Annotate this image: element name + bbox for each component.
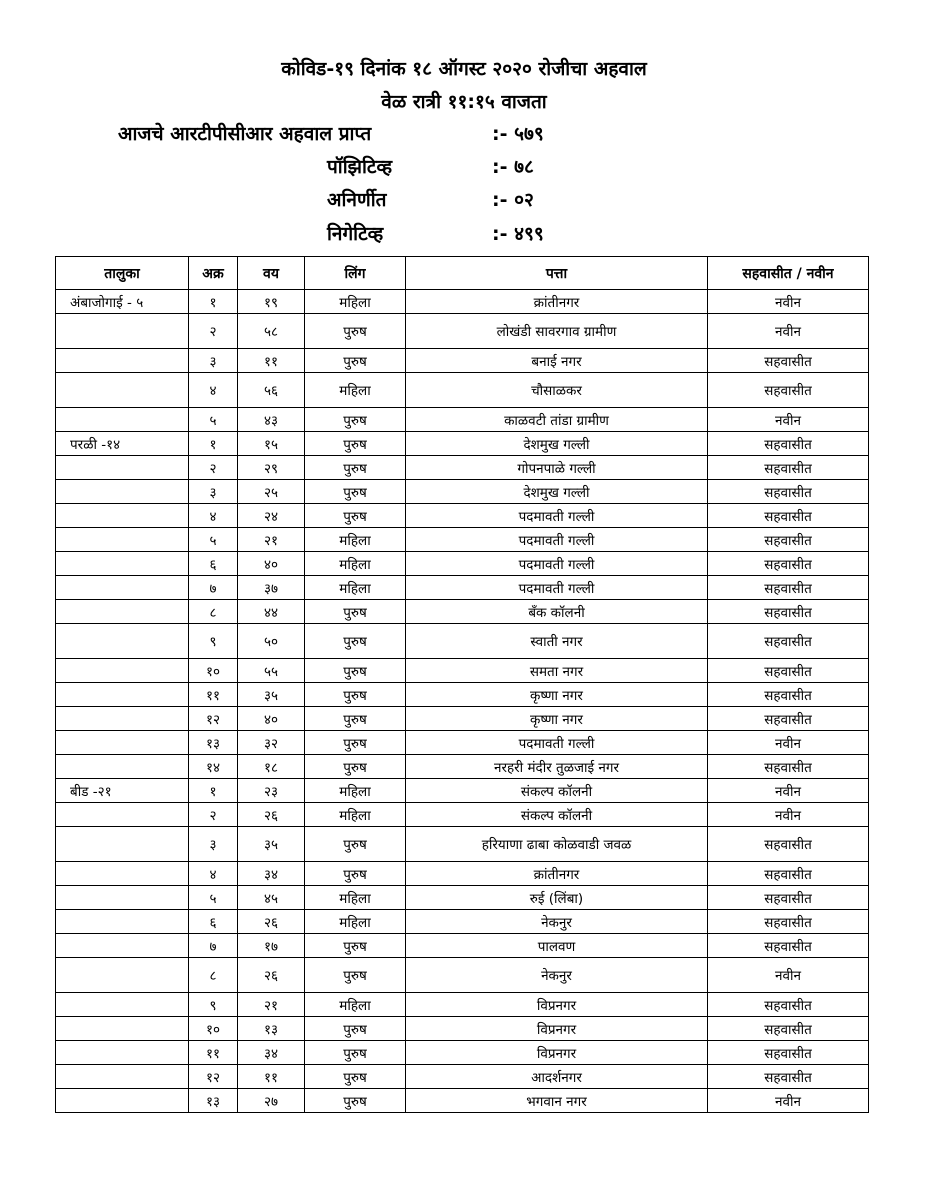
serial-no-cell: २: [189, 803, 238, 827]
age-cell: ४०: [238, 707, 305, 731]
age-cell: ५६: [238, 373, 305, 408]
address-cell: रुई (लिंबा): [406, 886, 708, 910]
address-cell: स्वाती नगर: [406, 624, 708, 659]
serial-no-cell: १४: [189, 755, 238, 779]
taluka-cell: [56, 659, 189, 683]
age-cell: ३२: [238, 731, 305, 755]
status-cell: सहवासीत: [708, 552, 869, 576]
status-cell: सहवासीत: [708, 886, 869, 910]
serial-no-cell: ८: [189, 600, 238, 624]
taluka-cell: [56, 827, 189, 862]
age-cell: २६: [238, 958, 305, 993]
serial-no-cell: १: [189, 432, 238, 456]
taluka-cell: [56, 862, 189, 886]
status-cell: सहवासीत: [708, 827, 869, 862]
age-cell: १३: [238, 1017, 305, 1041]
age-cell: २५: [238, 480, 305, 504]
taluka-cell: [56, 480, 189, 504]
address-cell: पदमावती गल्ली: [406, 731, 708, 755]
status-cell: सहवासीत: [708, 432, 869, 456]
status-cell: सहवासीत: [708, 456, 869, 480]
table-row: [56, 862, 869, 886]
gender-cell: पुरुष: [305, 827, 406, 862]
address-cell: देशमुख गल्ली: [406, 432, 708, 456]
taluka-cell: [56, 910, 189, 934]
table-row: [56, 480, 869, 504]
serial-no-cell: ३: [189, 349, 238, 373]
status-cell: सहवासीत: [708, 659, 869, 683]
table-row: [56, 456, 869, 480]
status-cell: सहवासीत: [708, 862, 869, 886]
address-cell: भगवान नगर: [406, 1089, 708, 1113]
header-age: वय: [238, 257, 305, 290]
serial-no-cell: १: [189, 290, 238, 314]
gender-cell: पुरुष: [305, 659, 406, 683]
status-cell: सहवासीत: [708, 993, 869, 1017]
table-row: [56, 624, 869, 659]
status-cell: नवीन: [708, 1089, 869, 1113]
status-cell: नवीन: [708, 314, 869, 349]
gender-cell: पुरुष: [305, 1065, 406, 1089]
taluka-cell: [56, 576, 189, 600]
status-cell: सहवासीत: [708, 1041, 869, 1065]
status-cell: सहवासीत: [708, 707, 869, 731]
age-cell: ४५: [238, 886, 305, 910]
gender-cell: पुरुष: [305, 456, 406, 480]
age-cell: ३५: [238, 827, 305, 862]
rtpcr-received-value: :- ५७९: [492, 123, 544, 145]
address-cell: संकल्प कॉलनी: [406, 779, 708, 803]
table-row: [56, 683, 869, 707]
age-cell: २९: [238, 456, 305, 480]
gender-cell: पुरुष: [305, 314, 406, 349]
serial-no-cell: ५: [189, 528, 238, 552]
table-row: [56, 707, 869, 731]
serial-no-cell: ८: [189, 958, 238, 993]
status-cell: सहवासीत: [708, 934, 869, 958]
table-row: [56, 314, 869, 349]
serial-no-cell: १३: [189, 731, 238, 755]
age-cell: ३७: [238, 576, 305, 600]
serial-no-cell: ९: [189, 624, 238, 659]
address-cell: पदमावती गल्ली: [406, 576, 708, 600]
table-row: [56, 432, 869, 456]
address-cell: संकल्प कॉलनी: [406, 803, 708, 827]
age-cell: ३४: [238, 1041, 305, 1065]
age-cell: २३: [238, 779, 305, 803]
address-cell: बँक कॉलनी: [406, 600, 708, 624]
serial-no-cell: ५: [189, 886, 238, 910]
status-cell: नवीन: [708, 731, 869, 755]
address-cell: विप्रनगर: [406, 1017, 708, 1041]
gender-cell: पुरुष: [305, 862, 406, 886]
serial-no-cell: ४: [189, 504, 238, 528]
status-cell: सहवासीत: [708, 576, 869, 600]
address-cell: विप्रनगर: [406, 993, 708, 1017]
gender-cell: महिला: [305, 290, 406, 314]
address-cell: बनाई नगर: [406, 349, 708, 373]
status-cell: सहवासीत: [708, 349, 869, 373]
gender-cell: महिला: [305, 910, 406, 934]
gender-cell: पुरुष: [305, 480, 406, 504]
table-row: [56, 993, 869, 1017]
table-header-row: [56, 257, 869, 290]
age-cell: १८: [238, 755, 305, 779]
status-cell: नवीन: [708, 779, 869, 803]
age-cell: ३४: [238, 862, 305, 886]
serial-no-cell: ४: [189, 373, 238, 408]
gender-cell: पुरुष: [305, 934, 406, 958]
positive-value: :- ७८: [492, 156, 534, 178]
address-cell: देशमुख गल्ली: [406, 480, 708, 504]
status-cell: नवीन: [708, 290, 869, 314]
serial-no-cell: ११: [189, 1041, 238, 1065]
table-row: [56, 576, 869, 600]
gender-cell: पुरुष: [305, 707, 406, 731]
table-row: [56, 659, 869, 683]
taluka-cell: [56, 349, 189, 373]
taluka-cell: [56, 1017, 189, 1041]
header-address: पत्ता: [406, 257, 708, 290]
table-row: [56, 779, 869, 803]
age-cell: ११: [238, 349, 305, 373]
serial-no-cell: ३: [189, 480, 238, 504]
table-row: [56, 731, 869, 755]
negative-label: निगेटिव्ह: [327, 223, 384, 245]
header-taluka: तालुका: [56, 257, 189, 290]
address-cell: नरहरी मंदीर तुळजाई नगर: [406, 755, 708, 779]
gender-cell: पुरुष: [305, 683, 406, 707]
report-time: वेळ रात्री ११:१५ वाजता: [381, 91, 547, 113]
address-cell: समता नगर: [406, 659, 708, 683]
status-cell: सहवासीत: [708, 600, 869, 624]
age-cell: ११: [238, 1065, 305, 1089]
gender-cell: महिला: [305, 993, 406, 1017]
gender-cell: पुरुष: [305, 731, 406, 755]
gender-cell: पुरुष: [305, 1089, 406, 1113]
status-cell: सहवासीत: [708, 910, 869, 934]
taluka-cell: [56, 624, 189, 659]
status-cell: सहवासीत: [708, 1017, 869, 1041]
header-serial-no: अक्र: [189, 257, 238, 290]
address-cell: लोखंडी सावरगाव ग्रामीण: [406, 314, 708, 349]
status-cell: सहवासीत: [708, 755, 869, 779]
gender-cell: पुरुष: [305, 349, 406, 373]
taluka-cell: [56, 886, 189, 910]
table-row: [56, 408, 869, 432]
serial-no-cell: १०: [189, 1017, 238, 1041]
taluka-cell: [56, 993, 189, 1017]
gender-cell: पुरुष: [305, 432, 406, 456]
status-cell: सहवासीत: [708, 683, 869, 707]
age-cell: २१: [238, 993, 305, 1017]
table-row: [56, 1017, 869, 1041]
age-cell: ५५: [238, 659, 305, 683]
table-row: [56, 934, 869, 958]
gender-cell: पुरुष: [305, 408, 406, 432]
taluka-cell: [56, 707, 189, 731]
address-cell: क्रांतीनगर: [406, 862, 708, 886]
age-cell: २७: [238, 1089, 305, 1113]
age-cell: २६: [238, 803, 305, 827]
serial-no-cell: १०: [189, 659, 238, 683]
taluka-cell: अंबाजोगाई - ५: [56, 290, 189, 314]
age-cell: ५८: [238, 314, 305, 349]
address-cell: चौसाळकर: [406, 373, 708, 408]
table-row: [56, 910, 869, 934]
gender-cell: महिला: [305, 803, 406, 827]
serial-no-cell: २: [189, 456, 238, 480]
age-cell: १९: [238, 290, 305, 314]
taluka-cell: [56, 958, 189, 993]
address-cell: विप्रनगर: [406, 1041, 708, 1065]
serial-no-cell: १२: [189, 707, 238, 731]
age-cell: ४३: [238, 408, 305, 432]
rtpcr-received-label: आजचे आरटीपीसीआर अहवाल प्राप्त: [118, 123, 372, 145]
table-row: [56, 958, 869, 993]
table-row: [56, 528, 869, 552]
address-cell: नेकनुर: [406, 958, 708, 993]
gender-cell: महिला: [305, 779, 406, 803]
age-cell: ३५: [238, 683, 305, 707]
address-cell: कृष्णा नगर: [406, 683, 708, 707]
table-row: [56, 755, 869, 779]
taluka-cell: [56, 755, 189, 779]
serial-no-cell: ७: [189, 576, 238, 600]
age-cell: २१: [238, 528, 305, 552]
serial-no-cell: २: [189, 314, 238, 349]
gender-cell: पुरुष: [305, 958, 406, 993]
gender-cell: महिला: [305, 528, 406, 552]
address-cell: पालवण: [406, 934, 708, 958]
serial-no-cell: ९: [189, 993, 238, 1017]
address-cell: क्रांतीनगर: [406, 290, 708, 314]
taluka-cell: [56, 373, 189, 408]
status-cell: नवीन: [708, 803, 869, 827]
status-cell: सहवासीत: [708, 1065, 869, 1089]
cases-table: [55, 256, 869, 1113]
age-cell: ५०: [238, 624, 305, 659]
header-status: सहवासीत / नवीन: [708, 257, 869, 290]
table-row: [56, 1089, 869, 1113]
taluka-cell: [56, 683, 189, 707]
table-row: [56, 600, 869, 624]
serial-no-cell: ५: [189, 408, 238, 432]
taluka-cell: [56, 1089, 189, 1113]
address-cell: नेकनुर: [406, 910, 708, 934]
taluka-cell: [56, 1041, 189, 1065]
status-cell: सहवासीत: [708, 624, 869, 659]
taluka-cell: [56, 552, 189, 576]
status-cell: सहवासीत: [708, 528, 869, 552]
serial-no-cell: १: [189, 779, 238, 803]
table-row: [56, 349, 869, 373]
taluka-cell: [56, 803, 189, 827]
taluka-cell: [56, 456, 189, 480]
report-title: कोविड-१९ दिनांक १८ ऑगस्ट २०२० रोजीचा अहवाल: [281, 58, 647, 80]
table-row: [56, 886, 869, 910]
header-gender: लिंग: [305, 257, 406, 290]
status-cell: नवीन: [708, 958, 869, 993]
table-row: [56, 290, 869, 314]
age-cell: १५: [238, 432, 305, 456]
table-row: [56, 504, 869, 528]
address-cell: पदमावती गल्ली: [406, 504, 708, 528]
address-cell: हरियाणा ढाबा कोळवाडी जवळ: [406, 827, 708, 862]
taluka-cell: [56, 600, 189, 624]
age-cell: ४४: [238, 600, 305, 624]
status-cell: सहवासीत: [708, 504, 869, 528]
taluka-cell: [56, 731, 189, 755]
serial-no-cell: ४: [189, 862, 238, 886]
gender-cell: महिला: [305, 886, 406, 910]
positive-label: पॉझिटिव्ह: [327, 156, 393, 178]
gender-cell: महिला: [305, 576, 406, 600]
serial-no-cell: १२: [189, 1065, 238, 1089]
negative-value: :- ४९९: [492, 223, 544, 245]
status-cell: नवीन: [708, 408, 869, 432]
table-row: [56, 1065, 869, 1089]
gender-cell: महिला: [305, 373, 406, 408]
taluka-cell: [56, 528, 189, 552]
taluka-cell: [56, 504, 189, 528]
age-cell: २६: [238, 910, 305, 934]
address-cell: काळवटी तांडा ग्रामीण: [406, 408, 708, 432]
taluka-cell: परळी -१४: [56, 432, 189, 456]
table-row: [56, 803, 869, 827]
gender-cell: महिला: [305, 552, 406, 576]
taluka-cell: [56, 314, 189, 349]
address-cell: कृष्णा नगर: [406, 707, 708, 731]
taluka-cell: [56, 408, 189, 432]
serial-no-cell: ६: [189, 552, 238, 576]
gender-cell: पुरुष: [305, 1041, 406, 1065]
gender-cell: पुरुष: [305, 624, 406, 659]
inconclusive-label: अनिर्णीत: [327, 189, 387, 211]
table-row: [56, 1041, 869, 1065]
serial-no-cell: १३: [189, 1089, 238, 1113]
age-cell: २४: [238, 504, 305, 528]
table-row: [56, 552, 869, 576]
address-cell: गोपनपाळे गल्ली: [406, 456, 708, 480]
gender-cell: पुरुष: [305, 504, 406, 528]
age-cell: १७: [238, 934, 305, 958]
table-row: [56, 373, 869, 408]
address-cell: पदमावती गल्ली: [406, 552, 708, 576]
inconclusive-value: :- ०२: [492, 189, 534, 211]
taluka-cell: [56, 1065, 189, 1089]
gender-cell: पुरुष: [305, 1017, 406, 1041]
address-cell: पदमावती गल्ली: [406, 528, 708, 552]
table-row: [56, 827, 869, 862]
address-cell: आदर्शनगर: [406, 1065, 708, 1089]
status-cell: सहवासीत: [708, 480, 869, 504]
status-cell: सहवासीत: [708, 373, 869, 408]
serial-no-cell: ६: [189, 910, 238, 934]
taluka-cell: [56, 934, 189, 958]
gender-cell: पुरुष: [305, 755, 406, 779]
gender-cell: पुरुष: [305, 600, 406, 624]
serial-no-cell: ३: [189, 827, 238, 862]
age-cell: ४०: [238, 552, 305, 576]
taluka-cell: बीड -२१: [56, 779, 189, 803]
serial-no-cell: ७: [189, 934, 238, 958]
serial-no-cell: ११: [189, 683, 238, 707]
